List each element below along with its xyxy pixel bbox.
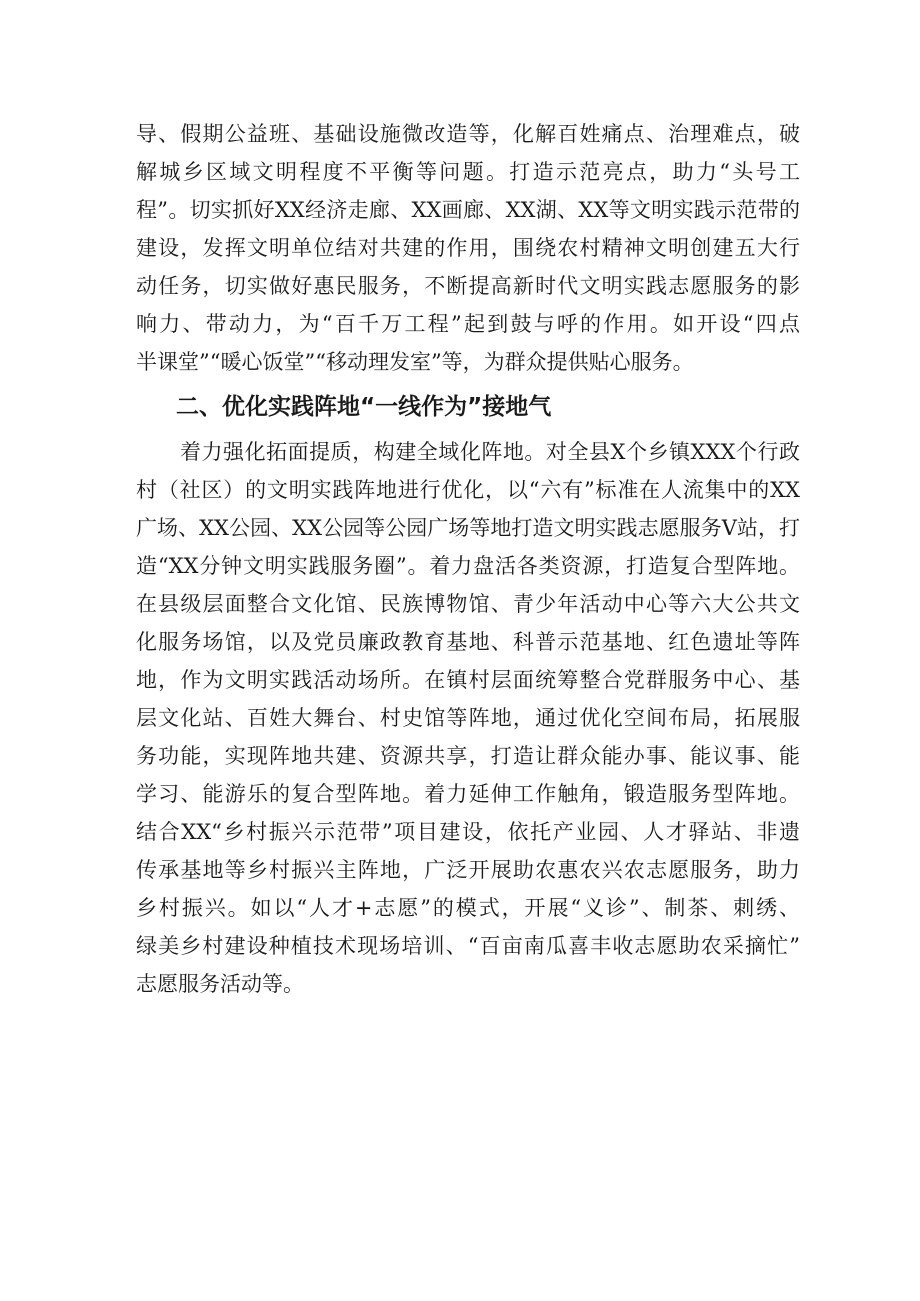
text-line: 半课堂”“暖心饭堂”“移动理发室”等，为群众提供贴心服务。 [136, 350, 694, 374]
text-line: 导、假期公益班、基础设施微改造等，化解百姓痛点、治理难点，破 [136, 122, 800, 146]
text-line: 层文化站、百姓大舞台、村史馆等阵地，通过优化空间布局，拓展服 [136, 706, 800, 730]
text-line: 着力强化拓面提质，构建全域化阵地。对全县X个乡镇XXX个行政 [180, 440, 800, 464]
section-heading: 二、优化实践阵地“一线作为”接地气 [176, 394, 552, 420]
text-line: 结合XX“乡村振兴示范带”项目建设，依托产业园、人才驿站、非遗 [136, 820, 800, 844]
text-line: 地，作为文明实践活动场所。在镇村层面统筹整合党群服务中心、基 [136, 668, 800, 692]
text-line: 响力、带动力，为“百千万工程”起到鼓与呼的作用。如开设“四点 [136, 312, 800, 336]
text-line: 村（社区）的文明实践阵地进行优化，以“六有”标准在人流集中的XX [136, 478, 800, 502]
text-line: 务功能，实现阵地共建、资源共享，打造让群众能办事、能议事、能 [136, 744, 800, 768]
document-page [136, 115, 800, 1003]
paragraph-section-2 [136, 433, 800, 1003]
text-line: 乡村振兴。如以“人才+志愿”的模式，开展“义诊”、制茶、刺绣、 [136, 896, 800, 920]
text-line: 传承基地等乡村振兴主阵地，广泛开展助农惠农兴农志愿服务，助力 [136, 858, 800, 882]
text-line: 绿美乡村建设种植技术现场培训、“百亩南瓜喜丰收志愿助农采摘忙” [136, 934, 800, 958]
text-line: 程”。切实抓好XX经济走廊、XX画廊、XX湖、XX等文明实践示范带的 [136, 198, 800, 222]
text-line: 志愿服务活动等。 [136, 972, 304, 996]
text-line: 学习、能游乐的复合型阵地。着力延伸工作触角，锻造服务型阵地。 [136, 782, 800, 806]
paragraph-continued [136, 115, 800, 381]
text-line: 造“XX分钟文明实践服务圈”。着力盘活各类资源，打造复合型阵地。 [136, 554, 800, 578]
text-line: 在县级层面整合文化馆、民族博物馆、青少年活动中心等六大公共文 [136, 592, 800, 616]
text-line: 解城乡区域文明程度不平衡等问题。打造示范亮点，助力“头号工 [136, 160, 800, 184]
text-line: 建设，发挥文明单位结对共建的作用，围绕农村精神文明创建五大行 [136, 236, 800, 260]
text-line: 广场、XX公园、XX公园等公园广场等地打造文明实践志愿服务V站，打 [136, 516, 800, 540]
text-line: 化服务场馆，以及党员廉政教育基地、科普示范基地、红色遗址等阵 [136, 630, 800, 654]
text-line: 动任务，切实做好惠民服务，不断提高新时代文明实践志愿服务的影 [136, 274, 800, 298]
